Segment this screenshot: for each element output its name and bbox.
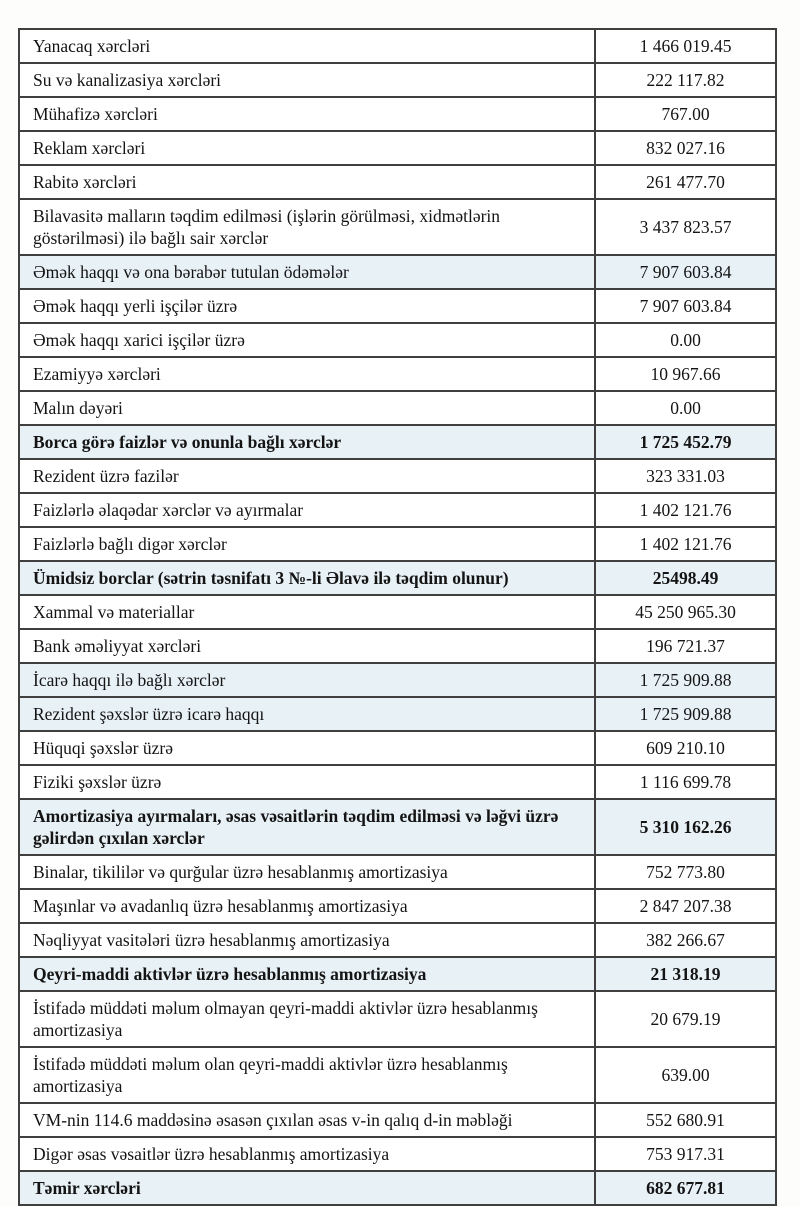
expense-amount: 261 477.70 xyxy=(646,172,725,192)
table-row xyxy=(20,324,775,358)
expense-label: Hüquqi şəxslər üzrə xyxy=(20,732,596,764)
table-row xyxy=(20,256,775,290)
expense-label: İcarə haqqı ilə bağlı xərclər xyxy=(20,664,596,696)
table-row xyxy=(20,1104,775,1138)
table-row xyxy=(20,290,775,324)
table-row xyxy=(20,630,775,664)
expense-amount: 1 402 121.76 xyxy=(639,534,732,554)
table-row xyxy=(20,132,775,166)
expense-amount: 832 027.16 xyxy=(646,138,725,158)
expense-label: Borca görə faizlər və onunla bağlı xərclər xyxy=(20,426,596,458)
expense-amount: 7 907 603.84 xyxy=(639,262,732,282)
expense-label: Əmək haqqı xarici işçilər üzrə xyxy=(20,324,596,356)
expense-label: Amortizasiya ayırmaları, əsas vəsaitlərin təqdim edilməsi və ləğvi üzrə gəlirdən çıxılan xərclər xyxy=(20,800,596,854)
table-row xyxy=(20,358,775,392)
expense-amount: 1 725 909.88 xyxy=(639,670,732,690)
expense-label: VM-nin 114.6 maddəsinə əsasən çıxılan əsas v-in qalıq d-in məbləği xyxy=(20,1104,596,1136)
expense-label: Fiziki şəxslər üzrə xyxy=(20,766,596,798)
expense-amount: 0.00 xyxy=(670,330,701,350)
expense-label: Bilavasitə malların təqdim edilməsi (işlərin görülməsi, xidmətlərin göstərilməsi) ilə bağlı sair xərclər xyxy=(20,200,596,254)
table-row xyxy=(20,200,775,256)
expense-amount: 0.00 xyxy=(670,398,701,418)
table-row xyxy=(20,856,775,890)
expense-label: Ümidsiz borclar (sətrin təsnifatı 3 №-li Əlavə ilə təqdim olunur) xyxy=(20,562,596,594)
expense-amount: 382 266.67 xyxy=(646,930,725,950)
expense-label: Malın dəyəri xyxy=(20,392,596,424)
expense-label: Ezamiyyə xərcləri xyxy=(20,358,596,390)
expense-label: Əmək haqqı və ona bərabər tutulan ödəmələr xyxy=(20,256,596,288)
table-row xyxy=(20,766,775,800)
expense-amount: 1 116 699.78 xyxy=(639,772,732,792)
expense-amount: 5 310 162.26 xyxy=(639,817,732,837)
expense-amount: 20 679.19 xyxy=(650,1009,721,1029)
expense-amount: 222 117.82 xyxy=(646,70,725,90)
expense-label: Maşınlar və avadanlıq üzrə hesablanmış amortizasiya xyxy=(20,890,596,922)
expense-label: Yanacaq xərcləri xyxy=(20,30,596,62)
table-row xyxy=(20,596,775,630)
expense-amount: 25498.49 xyxy=(652,568,719,588)
table-row xyxy=(20,992,775,1048)
table-row xyxy=(20,528,775,562)
expense-label: Təmir xərcləri xyxy=(20,1172,596,1204)
expense-amount: 1 725 452.79 xyxy=(639,432,732,452)
table-row xyxy=(20,732,775,766)
table-row xyxy=(20,166,775,200)
expense-amount: 21 318.19 xyxy=(650,964,721,984)
table-row xyxy=(20,1048,775,1104)
expense-label: Rezident şəxslər üzrə icarə haqqı xyxy=(20,698,596,730)
table-row xyxy=(20,800,775,856)
expense-amount: 682 677.81 xyxy=(646,1178,725,1198)
expense-amount: 323 331.03 xyxy=(646,466,725,486)
expense-label: Qeyri-maddi aktivlər üzrə hesablanmış amortizasiya xyxy=(20,958,596,990)
expense-label: Digər əsas vəsaitlər üzrə hesablanmış amortizasiya xyxy=(20,1138,596,1170)
expense-label: Su və kanalizasiya xərcləri xyxy=(20,64,596,96)
expense-label: Əmək haqqı yerli işçilər üzrə xyxy=(20,290,596,322)
expense-label: İstifadə müddəti məlum olan qeyri-maddi aktivlər üzrə hesablanmış amortizasiya xyxy=(20,1048,596,1102)
table-row xyxy=(20,1138,775,1172)
table-row xyxy=(20,426,775,460)
expense-amount: 752 773.80 xyxy=(646,862,725,882)
expense-label: Rezident üzrə fazilər xyxy=(20,460,596,492)
table-row xyxy=(20,460,775,494)
expense-amount: 7 907 603.84 xyxy=(639,296,732,316)
expenses-table xyxy=(18,28,777,1206)
expense-amount: 639.00 xyxy=(661,1065,710,1085)
expense-label: Nəqliyyat vasitələri üzrə hesablanmış amortizasiya xyxy=(20,924,596,956)
table-row xyxy=(20,664,775,698)
table-row xyxy=(20,958,775,992)
expense-amount: 196 721.37 xyxy=(646,636,725,656)
expense-amount: 10 967.66 xyxy=(650,364,721,384)
expense-label: Mühafizə xərcləri xyxy=(20,98,596,130)
expense-amount: 45 250 965.30 xyxy=(635,602,736,622)
expense-label: Bank əməliyyat xərcləri xyxy=(20,630,596,662)
expense-amount: 552 680.91 xyxy=(646,1110,725,1130)
table-row xyxy=(20,98,775,132)
expense-amount: 2 847 207.38 xyxy=(639,896,732,916)
expense-amount: 1 466 019.45 xyxy=(639,36,732,56)
expense-label: İstifadə müddəti məlum olmayan qeyri-maddi aktivlər üzrə hesablanmış amortizasiya xyxy=(20,992,596,1046)
expense-label: Faizlərlə bağlı digər xərclər xyxy=(20,528,596,560)
expense-label: Rabitə xərcləri xyxy=(20,166,596,198)
expense-amount: 767.00 xyxy=(661,104,710,124)
expense-label: Binalar, tikililər və qurğular üzrə hesablanmış amortizasiya xyxy=(20,856,596,888)
table-row xyxy=(20,1172,775,1204)
table-row xyxy=(20,562,775,596)
table-row xyxy=(20,494,775,528)
expense-amount: 753 917.31 xyxy=(646,1144,725,1164)
table-row xyxy=(20,64,775,98)
expense-amount: 1 402 121.76 xyxy=(639,500,732,520)
table-row xyxy=(20,30,775,64)
expense-amount: 3 437 823.57 xyxy=(639,217,732,237)
expense-label: Faizlərlə əlaqədar xərclər və ayırmalar xyxy=(20,494,596,526)
table-row xyxy=(20,392,775,426)
table-row xyxy=(20,890,775,924)
table-row xyxy=(20,698,775,732)
expense-label: Reklam xərcləri xyxy=(20,132,596,164)
table-row xyxy=(20,924,775,958)
expense-amount: 609 210.10 xyxy=(646,738,725,758)
expense-amount: 1 725 909.88 xyxy=(639,704,732,724)
expense-label: Xammal və materiallar xyxy=(20,596,596,628)
